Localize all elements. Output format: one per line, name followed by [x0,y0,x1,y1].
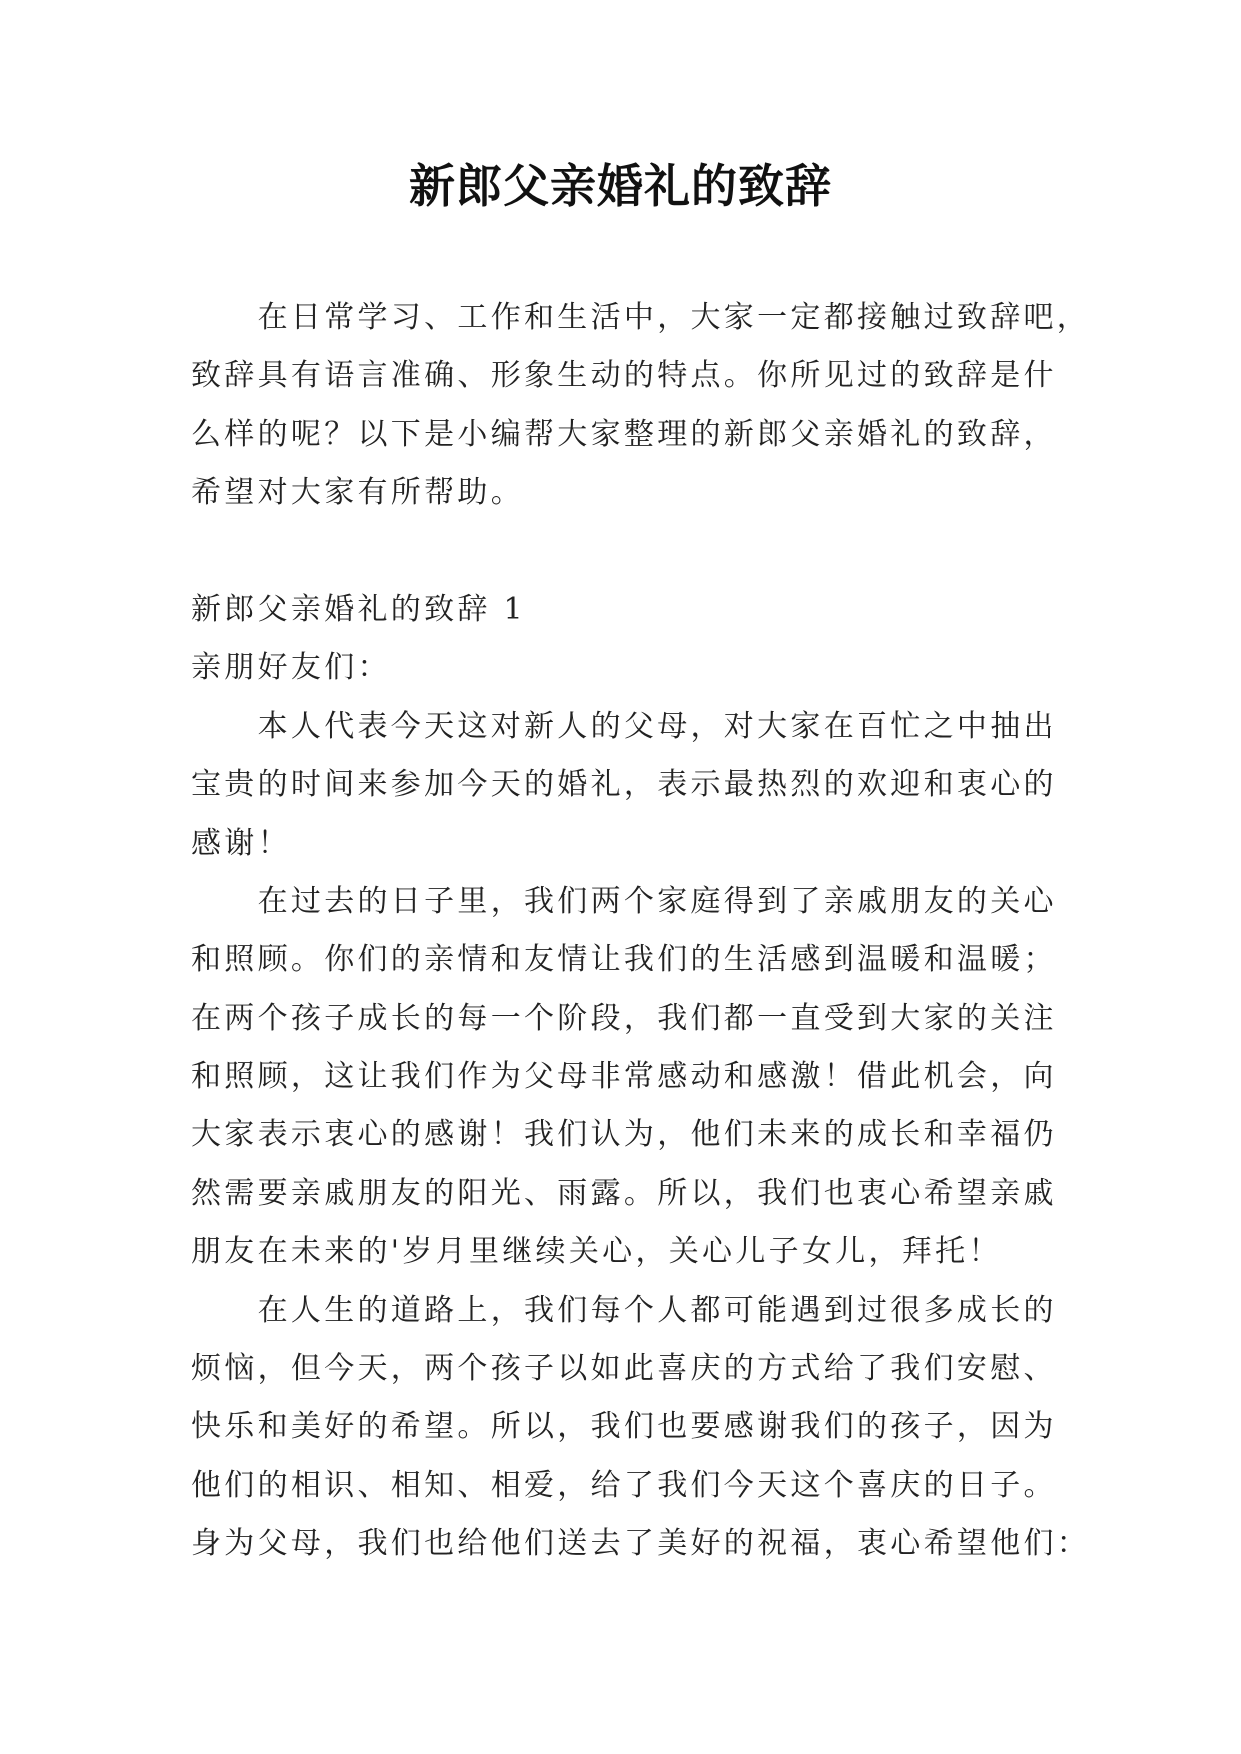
paragraph-line: 在日常学习、工作和生活中，大家一定都接触过致辞吧， [257,300,1091,335]
paragraph-line: 在两个孩子成长的每一个阶段，我们都一直受到大家的关注 [191,1000,1057,1036]
paragraph-line: 在过去的日子里，我们两个家庭得到了亲戚朋友的关心 [257,883,1057,919]
blank-line [191,523,1151,581]
paragraph-line: 本人代表今天这对新人的父母，对大家在百忙之中抽出 [257,708,1057,744]
section-heading: 新郎父亲婚礼的致辞 1 [191,591,526,627]
paragraph-line: 宝贵的时间来参加今天的婚礼，表示最热烈的欢迎和衷心的 [191,767,1057,803]
paragraph-line: 他们的相识、相知、相爱，给了我们今天这个喜庆的日子。 [191,1467,1057,1503]
paragraph-line: 烦恼，但今天，两个孩子以如此喜庆的方式给了我们安慰、 [191,1351,1057,1387]
paragraph-line: 然需要亲戚朋友的阳光、雨露。所以，我们也衷心希望亲戚 [191,1175,1057,1211]
paragraph-line: 在人生的道路上，我们每个人都可能遇到过很多成长的 [257,1292,1057,1328]
paragraph-line: 和照顾，这让我们作为父母非常感动和感激！借此机会，向 [191,1059,1057,1095]
paragraph-line: 么样的呢？以下是小编帮大家整理的新郎父亲婚礼的致辞， [191,416,1057,452]
paragraph-line: 和照顾。你们的亲情和友情让我们的生活感到温暖和温暖； [191,942,1057,978]
paragraph-line: 希望对大家有所帮助。 [191,475,524,511]
paragraph-line: 身为父母，我们也给他们送去了美好的祝福，衷心希望他们： [191,1526,1091,1562]
paragraph-line: 大家表示衷心的感谢！我们认为，他们未来的成长和幸福仍 [191,1117,1057,1153]
paragraph-line: 快乐和美好的希望。所以，我们也要感谢我们的孩子，因为 [191,1409,1057,1445]
document-body [191,289,1151,1574]
paragraph-line: 朋友在未来的'岁月里继续关心，关心儿子女儿，拜托！ [191,1234,1002,1270]
intro-paragraph [191,289,1151,523]
greeting: 亲朋好友们： [191,650,391,686]
body-paragraph [191,698,1151,873]
paragraph-line: 致辞具有语言准确、形象生动的特点。你所见过的致辞是什 [191,358,1057,394]
body-paragraph [191,1282,1151,1574]
body-paragraph [191,873,1151,1282]
document-title: 新郎父亲婚礼的致辞 [409,159,832,213]
paragraph-line: 感谢！ [191,825,291,861]
